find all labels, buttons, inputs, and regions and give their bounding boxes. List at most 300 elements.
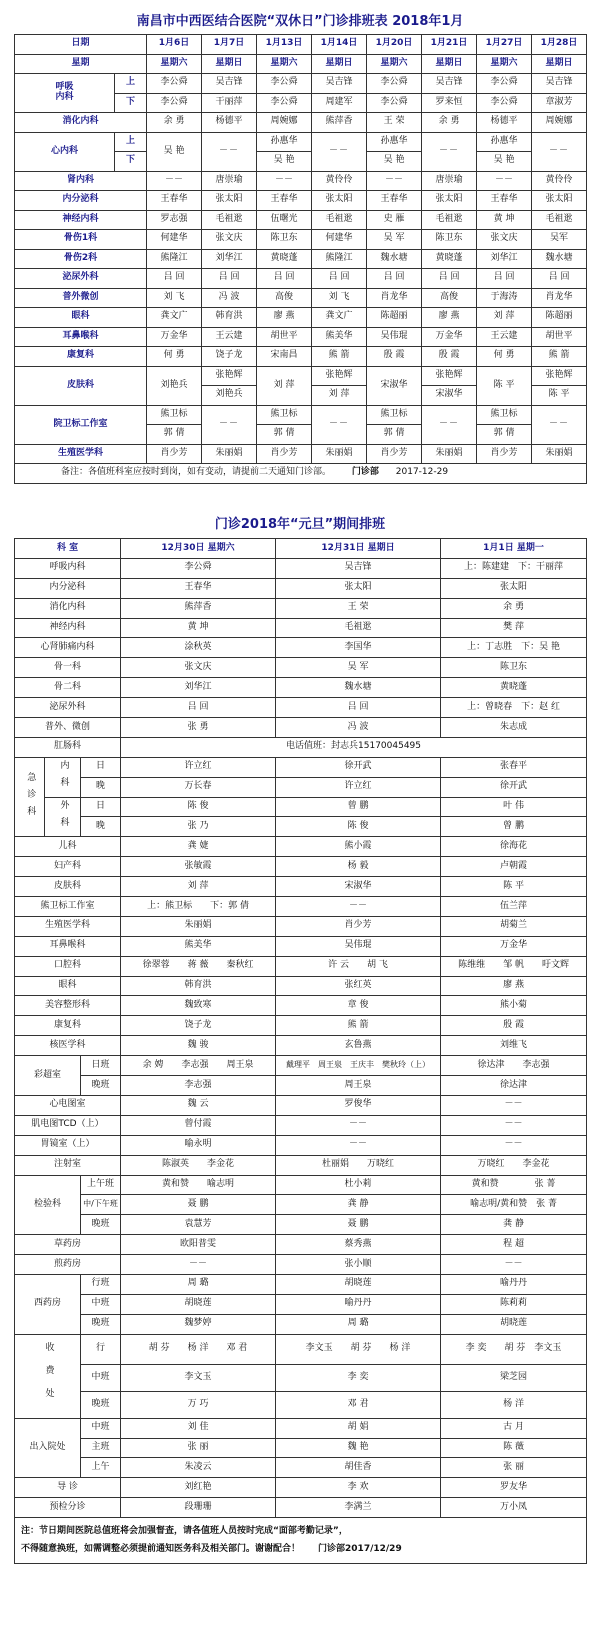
staff-cell: 余 勇 (422, 113, 477, 133)
staff-cell: 张 丽 (121, 1438, 276, 1458)
table-row (15, 269, 587, 289)
staff-cell: 吕 回 (477, 269, 532, 289)
staff-cell: 李公舜 (147, 93, 202, 113)
staff-cell: 廖 燕 (441, 976, 587, 996)
staff-cell: 李公舜 (147, 74, 202, 94)
staff-cell: 张 丽 (441, 1458, 587, 1478)
staff-cell: 肖少芳 (477, 444, 532, 464)
staff-cell: 李公舜 (477, 93, 532, 113)
staff-cell: 陈 俊 (276, 817, 441, 837)
shift-pm: 下：干丽萍 (518, 562, 564, 573)
staff-cell: 王春华 (367, 191, 422, 211)
staff-cell: 熊卫标 (367, 405, 422, 425)
staff-cell: 张艳辉 (532, 366, 587, 386)
staff-cell: －－ (441, 1095, 587, 1115)
staff-cell: 吴 艳 (477, 152, 532, 172)
staff-cell: 徐开武 (276, 757, 441, 777)
staff-cell: 张小顺 (276, 1255, 441, 1275)
weekday-cell: 星期日 (312, 54, 367, 74)
staff-cell: 冯 波 (276, 718, 441, 738)
vertical-label: 外科 (58, 799, 69, 834)
staff-cell: 宋南昌 (257, 347, 312, 367)
staff-cell: 刘红艳 (121, 1478, 276, 1498)
col-header-day2: 12月31日 星期日 (276, 539, 441, 559)
date-cell: 1月28日 (532, 35, 587, 55)
staff-cell: 徐开武 (441, 777, 587, 797)
staff-cell: 廖 燕 (422, 308, 477, 328)
staff-cell: 熊卫标 (147, 405, 202, 425)
staff-cell: 魏 骏 (121, 1036, 276, 1056)
staff-cell: 毛祖逖 (276, 618, 441, 638)
table-row (15, 1418, 587, 1438)
new-year-schedule-table (14, 538, 587, 1564)
staff-cell: 熊美华 (312, 327, 367, 347)
table-row (15, 132, 587, 152)
staff-cell: 张艳辉 (312, 366, 367, 386)
staff-cell: 朱丽娟 (121, 916, 276, 936)
table-row (15, 837, 587, 857)
staff-cell: 陈卫东 (441, 658, 587, 678)
staff-cell: 张艳辉 (422, 366, 477, 386)
shift-label: 中班 (81, 1364, 121, 1391)
staff-cell: 吴吉锋 (312, 74, 367, 94)
staff-cell: 刘华江 (121, 678, 276, 698)
staff-cell: 宋淑华 (276, 877, 441, 897)
dept-orthopedics-2: 骨伤2科 (15, 249, 147, 269)
staff-cell: 李公舜 (121, 558, 276, 578)
staff-cell: 郭 倩 (477, 425, 532, 445)
staff-cell: 许立红 (121, 757, 276, 777)
staff-cell: －－ (276, 1115, 441, 1135)
staff-cell: 张红英 (276, 976, 441, 996)
staff-cell: 李公舜 (367, 93, 422, 113)
table-row (15, 210, 587, 230)
staff-cell: 李文玉 胡 芬 杨 洋 (276, 1334, 441, 1364)
staff-cell: 殷 霞 (441, 1016, 587, 1036)
staff-cell: 魏 艳 (276, 1438, 441, 1458)
staff-cell: 魏致寒 (121, 996, 276, 1016)
staff-cell: 张 乃 (121, 817, 276, 837)
staff-cell: －－ (147, 171, 202, 191)
dept-name: 内分泌科 (15, 578, 121, 598)
shift-label: 晚班 (81, 1076, 121, 1096)
table-row (15, 1478, 587, 1498)
col-header-dept: 科 室 (15, 539, 121, 559)
date-cell: 1月13日 (257, 35, 312, 55)
shift-label: 中/下午班 (81, 1195, 121, 1215)
staff-cell: 朱凌云 (121, 1458, 276, 1478)
staff-cell: 吴 艳 (257, 152, 312, 172)
staff-cell: 余 娉 李志强 周王泉 (121, 1056, 276, 1076)
staff-cell: 朱志成 (441, 718, 587, 738)
dept-name: 普外、微创 (15, 718, 121, 738)
staff-cell: 罗俊华 (276, 1095, 441, 1115)
staff-cell: 余 勇 (147, 113, 202, 133)
dept-respiratory (15, 74, 115, 113)
staff-cell: 黄 坤 (121, 618, 276, 638)
dept-name: 熊卫标工作室 (15, 897, 121, 917)
table-row (15, 1115, 587, 1135)
table-row (15, 1458, 587, 1478)
staff-cell: 胡晓莲 (121, 1294, 276, 1314)
dept-general-surgery: 普外微创 (15, 288, 147, 308)
schedule-title: 南昌市中西医结合医院“双休日”门诊排班表 2018年1月 (136, 14, 464, 29)
staff-cell: 何 勇 (147, 347, 202, 367)
dept-name: 儿科 (15, 837, 121, 857)
shift-am: 上：陈建建 (463, 562, 509, 573)
dept-cardiology: 心内科 (15, 132, 115, 171)
staff-cell: 罗志强 (147, 210, 202, 230)
staff-cell: 杜丽娟 万晓红 (276, 1155, 441, 1175)
staff-cell: 肖龙华 (532, 288, 587, 308)
staff-cell: 叶 伟 (441, 797, 587, 817)
staff-cell (121, 897, 276, 917)
staff-cell: 吕 回 (312, 269, 367, 289)
dept-name: 美容整形科 (15, 996, 121, 1016)
staff-cell: 何 勇 (477, 347, 532, 367)
staff-cell: 肖少芳 (147, 444, 202, 464)
staff-cell: 朱丽娟 (422, 444, 477, 464)
schedule-note (15, 464, 587, 484)
staff-cell: 王 荣 (367, 113, 422, 133)
table-row (15, 1498, 587, 1518)
table-row (15, 230, 587, 250)
shift-label: 上午 (81, 1458, 121, 1478)
weekday-cell: 星期日 (422, 54, 477, 74)
staff-cell: 何建华 (147, 230, 202, 250)
staff-cell: 刘维飞 (441, 1036, 587, 1056)
staff-cell: 熊 箭 (276, 1016, 441, 1036)
staff-cell: 陈 俊 (121, 797, 276, 817)
table-row (15, 956, 587, 976)
staff-cell: 杨德平 (477, 113, 532, 133)
table-row (15, 1364, 587, 1391)
staff-cell: 熊 箭 (312, 347, 367, 367)
dept-name: 肌电图TCD（上） (15, 1115, 121, 1135)
shift-pm: 下：吴 艳 (521, 641, 560, 652)
table-row (15, 1255, 587, 1275)
staff-cell: 陈 平 (532, 386, 587, 406)
dept-urology: 泌尿外科 (15, 269, 147, 289)
staff-cell: 李 奕 (276, 1364, 441, 1391)
staff-cell: 徐达津 李志强 (441, 1056, 587, 1076)
staff-cell: 张文庆 (477, 230, 532, 250)
staff-cell: 毛祖逖 (422, 210, 477, 230)
table-row (15, 1235, 587, 1255)
staff-cell: 张太阳 (441, 578, 587, 598)
staff-cell: 朱丽娟 (312, 444, 367, 464)
staff-cell: 熊萍香 (121, 598, 276, 618)
dept-name: 妇产科 (15, 857, 121, 877)
table-row (15, 1155, 587, 1175)
staff-cell: 王 荣 (276, 598, 441, 618)
staff-cell: 高俊 (257, 288, 312, 308)
staff-cell: 吴 艳 (367, 152, 422, 172)
staff-cell: 史 雁 (367, 210, 422, 230)
staff-cell: －－ (441, 1135, 587, 1155)
staff-cell: 刘 萍 (477, 308, 532, 328)
staff-cell: 戴理平 周王泉 王庆丰 樊秋玲（上） (276, 1056, 441, 1076)
staff-cell: 吴 军 (367, 230, 422, 250)
table-row (15, 1135, 587, 1155)
table-row (15, 797, 587, 817)
table-row (15, 74, 587, 94)
staff-cell: 黄晓蓬 (441, 678, 587, 698)
date-cell: 1月6日 (147, 35, 202, 55)
staff-cell: －－ (257, 171, 312, 191)
staff-cell: 熊卫标 (257, 405, 312, 425)
staff-cell: 郭 倩 (257, 425, 312, 445)
staff-cell: 朱丽娟 (202, 444, 257, 464)
table-row (15, 1274, 587, 1294)
dept-line: 呼吸 (55, 82, 74, 93)
staff-cell: 于海涛 (477, 288, 532, 308)
vertical-label: 内科 (58, 760, 69, 795)
staff-cell: 李文玉 (121, 1364, 276, 1391)
staff-cell: 许 云 胡 飞 (276, 956, 441, 976)
dept-name: 预检分诊 (15, 1498, 121, 1518)
note-text: 备注：各值班科室应按时到岗，如有变动，请提前二天通知门诊部。 (61, 467, 332, 478)
table-row (15, 936, 587, 956)
staff-cell: 卢朝霞 (441, 857, 587, 877)
staff-cell: 周 璐 (276, 1314, 441, 1334)
staff-cell: 唐崇瑜 (202, 171, 257, 191)
shift-pm: 下：郭 倩 (210, 900, 249, 911)
staff-cell: 宋淑华 (367, 366, 422, 405)
note-row (15, 1518, 587, 1564)
staff-cell: 喻丹丹 (441, 1274, 587, 1294)
staff-cell: 肖少芳 (276, 916, 441, 936)
staff-cell: 郭 倩 (147, 425, 202, 445)
staff-cell: 何建华 (312, 230, 367, 250)
staff-cell: －－ (202, 405, 257, 444)
staff-cell: 刘 飞 (147, 288, 202, 308)
staff-cell: 魏水塘 (532, 249, 587, 269)
staff-cell: 熊萍香 (312, 113, 367, 133)
table-row (15, 757, 587, 777)
table-row (15, 1334, 587, 1364)
staff-cell: 蔡秀燕 (276, 1235, 441, 1255)
staff-cell: 玄鲁燕 (276, 1036, 441, 1056)
staff-cell: 孙惠华 (477, 132, 532, 152)
staff-cell: 陈 平 (441, 877, 587, 897)
staff-cell: 喻永明 (121, 1135, 276, 1155)
staff-cell: 饶子龙 (202, 347, 257, 367)
staff-cell: 廖 燕 (257, 308, 312, 328)
staff-cell: 万长春 (121, 777, 276, 797)
table-row (15, 698, 587, 718)
staff-cell: 章淑芳 (532, 93, 587, 113)
dept-hygiene-studio: 院卫标工作室 (15, 405, 147, 444)
staff-cell: 吴伟琨 (367, 327, 422, 347)
staff-cell: 陈卫东 (257, 230, 312, 250)
vertical-label: 急诊科 (25, 771, 36, 823)
staff-cell: 樊 萍 (441, 618, 587, 638)
staff-cell: 熊 箭 (532, 347, 587, 367)
dept-name: 泌尿外科 (15, 698, 121, 718)
staff-cell: 孙惠华 (257, 132, 312, 152)
staff-cell: 吕 回 (202, 269, 257, 289)
staff-cell: 胡佳香 (276, 1458, 441, 1478)
staff-cell: 陈莉莉 (441, 1294, 587, 1314)
staff-cell: 熊隆江 (312, 249, 367, 269)
holiday-note (15, 1518, 587, 1564)
staff-cell: 程 超 (441, 1235, 587, 1255)
staff-cell: 张太阳 (276, 578, 441, 598)
table-row (15, 171, 587, 191)
staff-cell: 王春华 (147, 191, 202, 211)
staff-cell: 刘华江 (477, 249, 532, 269)
staff-cell: 干丽萍 (202, 93, 257, 113)
staff-cell: 张文庆 (202, 230, 257, 250)
dept-name: 生殖医学科 (15, 916, 121, 936)
header-row (15, 539, 587, 559)
staff-cell: 胡菊兰 (441, 916, 587, 936)
staff-cell: 伍兰萍 (441, 897, 587, 917)
staff-cell: 刘华江 (202, 249, 257, 269)
table-row (15, 347, 587, 367)
shift-label: 中班 (81, 1418, 121, 1438)
staff-cell: 陈超丽 (367, 308, 422, 328)
staff-cell: 朱丽娟 (532, 444, 587, 464)
staff-cell: 张敏霞 (121, 857, 276, 877)
dept-cashier (15, 1334, 81, 1418)
staff-cell: 杨 毅 (276, 857, 441, 877)
staff-cell: 刘 佳 (121, 1418, 276, 1438)
table-row (15, 638, 587, 658)
staff-cell: 熊小菊 (441, 996, 587, 1016)
staff-cell: 周建军 (312, 93, 367, 113)
staff-cell: 聂 鹏 (121, 1195, 276, 1215)
dept-name: 口腔科 (15, 956, 121, 976)
dept-western-pharmacy: 西药房 (15, 1274, 81, 1334)
staff-cell: 王春华 (257, 191, 312, 211)
staff-cell: －－ (532, 132, 587, 171)
shift-label: 晚 (81, 817, 121, 837)
table-row (15, 1314, 587, 1334)
staff-cell: 张艳辉 (202, 366, 257, 386)
staff-cell: 吴军 (532, 230, 587, 250)
em-surgery-label (45, 797, 81, 837)
staff-cell: 刘 萍 (257, 366, 312, 405)
dept-name: 康复科 (15, 1016, 121, 1036)
table-row (15, 191, 587, 211)
dept-name: 导 诊 (15, 1478, 121, 1498)
staff-cell: 徐达津 (441, 1076, 587, 1096)
staff-cell: 李满兰 (276, 1498, 441, 1518)
date-cell: 1月7日 (202, 35, 257, 55)
dept-name: 呼吸内科 (15, 558, 121, 578)
staff-cell: －－ (532, 405, 587, 444)
staff-cell: 饶子龙 (121, 1016, 276, 1036)
staff-cell: 张 勇 (121, 718, 276, 738)
dept-name: 胃镜室（上） (15, 1135, 121, 1155)
weekday-cell: 星期日 (532, 54, 587, 74)
dept-name: 耳鼻喉科 (15, 936, 121, 956)
table-row (15, 737, 587, 757)
staff-cell: 吕 回 (422, 269, 477, 289)
staff-cell: 万金华 (147, 327, 202, 347)
staff-cell: 周婉娜 (532, 113, 587, 133)
staff-cell: 刘艳兵 (202, 386, 257, 406)
week-label: 星期 (15, 54, 147, 74)
staff-cell: 黄和赞 张 菁 (441, 1175, 587, 1195)
staff-cell (441, 698, 587, 718)
staff-cell: 刘艳兵 (147, 366, 202, 405)
staff-cell: 喻丹丹 (276, 1294, 441, 1314)
dept-name: 肛肠科 (15, 737, 121, 757)
weekday-cell: 星期六 (477, 54, 532, 74)
staff-cell: 吕 回 (532, 269, 587, 289)
staff-cell: 宋淑华 (422, 386, 477, 406)
staff-cell: 陈卫东 (422, 230, 477, 250)
staff-cell: 李志强 (121, 1076, 276, 1096)
staff-cell: 吴吉锋 (422, 74, 477, 94)
dept-name: 神经内科 (15, 618, 121, 638)
shift-label: 行班 (81, 1274, 121, 1294)
shift-label: 日班 (81, 1056, 121, 1076)
staff-cell: 陈淑英 李金花 (121, 1155, 276, 1175)
staff-cell: 冯 波 (202, 288, 257, 308)
staff-cell: 殷 霞 (367, 347, 422, 367)
staff-cell: 肖少芳 (257, 444, 312, 464)
date-cell: 1月20日 (367, 35, 422, 55)
shift-am: 上：熊卫标 (147, 900, 193, 911)
staff-cell: 余 勇 (441, 598, 587, 618)
staff-cell: 龚 静 (276, 1195, 441, 1215)
staff-cell: 王云建 (477, 327, 532, 347)
dept-name: 注射室 (15, 1155, 121, 1175)
dept-endocrinology: 内分泌科 (15, 191, 147, 211)
date-cell: 1月27日 (477, 35, 532, 55)
staff-cell: 李公舜 (477, 74, 532, 94)
table-row (15, 718, 587, 738)
note-line-2 (21, 1541, 586, 1558)
shift-label: 晚班 (81, 1215, 121, 1235)
dept-emergency (15, 757, 45, 837)
staff-cell: 胡 芬 杨 洋 邓 君 (121, 1334, 276, 1364)
staff-cell: 陈 平 (477, 366, 532, 405)
dept-name: 心肾肺痛内科 (15, 638, 121, 658)
shift-label: 晚 (81, 777, 121, 797)
shift-label: 晚班 (81, 1391, 121, 1418)
dept-name: 草药房 (15, 1235, 121, 1255)
staff-cell: －－ (477, 171, 532, 191)
table-row (15, 444, 587, 464)
staff-cell: 毛祖逖 (202, 210, 257, 230)
staff-cell: 殷 霞 (422, 347, 477, 367)
staff-cell: 李公舜 (367, 74, 422, 94)
col-header-day1: 12月30日 星期六 (121, 539, 276, 559)
staff-cell: 胡世平 (257, 327, 312, 347)
date-cell: 1月14日 (312, 35, 367, 55)
staff-cell: 周 璐 (121, 1274, 276, 1294)
staff-cell: 吴 军 (276, 658, 441, 678)
staff-cell: 袁慧芳 (121, 1215, 276, 1235)
dept-admission: 出入院处 (15, 1418, 81, 1478)
table-row (15, 658, 587, 678)
staff-cell: 许立红 (276, 777, 441, 797)
dept-name: 心电图室 (15, 1095, 121, 1115)
staff-cell: 胡晓莲 (441, 1314, 587, 1334)
staff-cell: 万晓红 李金花 (441, 1155, 587, 1175)
shift-label: 行 (81, 1334, 121, 1364)
shift-am: 上：曾晓春 (467, 701, 513, 712)
dept-line: 内科 (55, 92, 74, 102)
staff-cell: 黄伶伶 (312, 171, 367, 191)
dept-reproductive: 生殖医学科 (15, 444, 147, 464)
staff-cell: 唐崇瑜 (422, 171, 477, 191)
